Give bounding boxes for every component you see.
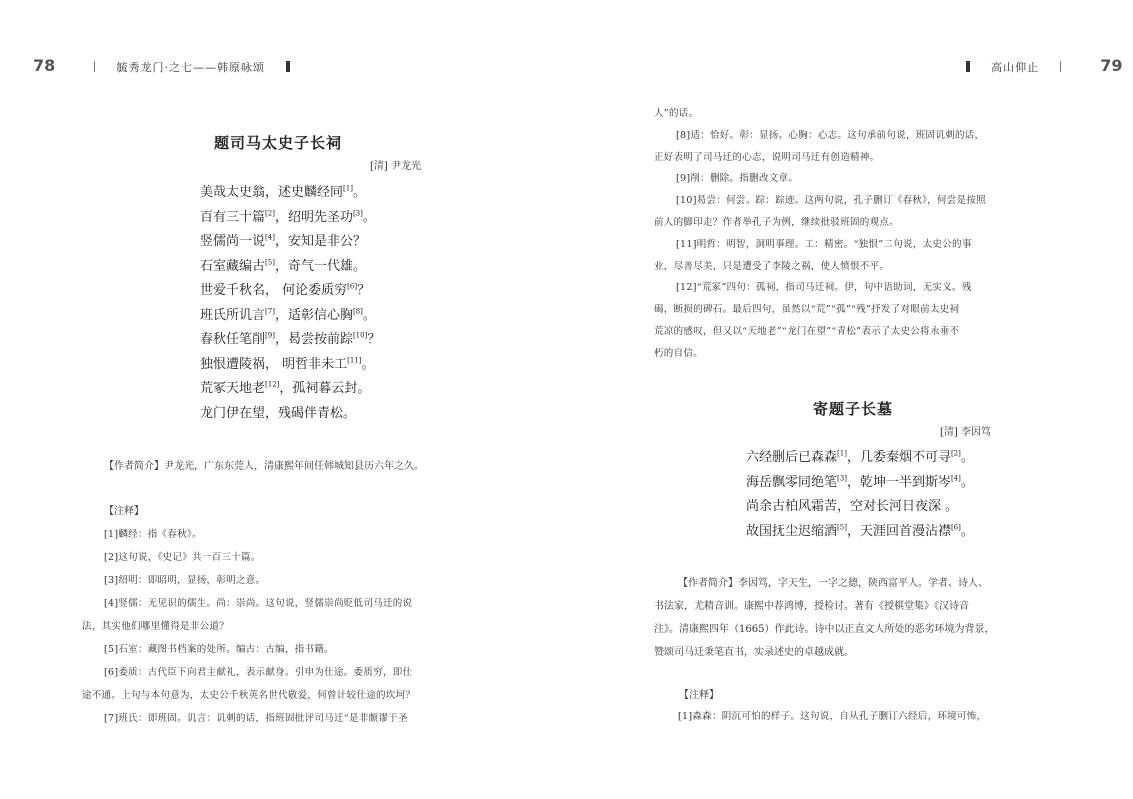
footnote-marker: [9] (265, 331, 275, 340)
header-divider (94, 61, 95, 72)
left-page-number: 78 (33, 56, 56, 75)
note-line: 途不通。上句与本句意为，太史公千秋英名世代敬爱，何曾计较仕途的坎坷？ (82, 690, 416, 701)
footnote-marker: [3] (837, 474, 847, 483)
footnote-marker: [7] (265, 307, 275, 316)
poem-text: 。 (361, 356, 375, 372)
footnote-marker: [2] (265, 209, 275, 218)
note-line: [1]麟经：指《春秋》。 (104, 529, 202, 540)
note-line: [9]削：删除。指删改文章。 (676, 173, 799, 185)
footnote-marker: [4] (950, 474, 961, 483)
poem-text: 世爱千秋名， 何论委质穷 (200, 283, 348, 298)
poem-text: 春秋任笔削 (200, 332, 266, 347)
poem-line (200, 255, 366, 274)
footnote-marker: [5] (265, 258, 275, 267)
poem-text: ，曷尝按前踪 (274, 332, 353, 347)
poem-text: ？ (357, 283, 371, 298)
note-line: [6]委质：古代臣下向君主献礼，表示献身。引申为仕途。委质穷，即仕 (104, 667, 413, 678)
poem-line (200, 353, 375, 372)
poem-text: ，绍明先圣功 (274, 209, 353, 225)
poem-title: 题司马太史子长祠 (214, 134, 343, 152)
poem-text: 。 (960, 450, 974, 465)
header-divider (1060, 61, 1061, 72)
poem-line (200, 402, 356, 421)
poem-line (200, 328, 380, 347)
note-line: [3]绍明：即昭明，显扬，彰明之意。 (104, 575, 266, 586)
bio-line: 赞颂司马迁秉笔直书，实录述史的卓越成就。 (654, 647, 854, 658)
left-header (33, 56, 290, 75)
footnote-marker: [12] (265, 380, 280, 389)
footnote-marker: [10] (352, 331, 368, 340)
poem-text: ，乾坤一半到斯岑 (846, 474, 951, 490)
poem-text: ，孤祠暮云封。 (279, 381, 371, 396)
left-page (0, 0, 566, 799)
bio-line: 【作者简介】李因笃，字天生，一字之德，陕西富平人。学者、诗人、 (678, 578, 988, 589)
poem-line (200, 206, 376, 225)
header-block-mark (966, 61, 970, 72)
footnote-marker: [6] (347, 282, 358, 291)
poem-text: 。 (960, 523, 974, 539)
poem-line (200, 377, 370, 396)
footnote-marker: [5] (837, 523, 847, 532)
bio-line: 书法家，尤精音训。康熙中荐鸿博，授检讨。著有《授棋堂集》《汉诗音 (654, 601, 969, 612)
right-header (966, 56, 1123, 75)
note-line: 荒凉的感叹，但又以“天地老”“龙门在望”“青松”表示了太史公将永垂不 (654, 326, 960, 337)
notes-heading: 【注释】 (679, 690, 719, 701)
note-line: [4]竖儒：无见识的儒生。尚：崇尚。这句说，竖儒崇尚贬低司马迁的说 (104, 598, 413, 609)
footnote-marker: [11] (347, 356, 362, 365)
poem-text: 荒冢天地老 (200, 381, 266, 396)
note-line: 朽的自信。 (654, 347, 704, 359)
note-line: 正好表明了司马迁的心志，说明司马迁有创造精神。 (654, 151, 880, 163)
poem-line (200, 279, 370, 298)
poem-text: 竖儒尚一说 (200, 234, 266, 249)
note-line: 人”的话。 (654, 108, 699, 119)
poem-text: 美哉太史翁，述史麟经同 (200, 185, 344, 200)
note-line: [12]“荒冢”四句：孤祠，指司马迁祠。伊，句中语助词，无实义。残 (676, 282, 972, 294)
footnote-marker: [1] (837, 449, 847, 458)
note-line: 前人的脚印走？作者举孔子为例，继续批驳班固的观点。 (654, 217, 900, 228)
note-line: 业，尽善尽美，只是遭受了李陵之祸，使人愤恨不平。 (654, 260, 890, 272)
note-line: [7]班氏：即班固。讥言：讥刺的话，指班固批评司马迁“是非颇谬于圣 (104, 713, 408, 724)
note-line: 法，其实他们哪里懂得是非公道？ (82, 621, 230, 632)
poem-text: ？ (367, 332, 381, 347)
poem-text: ，天涯回首漫沾襟 (846, 523, 951, 539)
note-line: [2]这句说，《史记》共一百三十篇。 (104, 552, 261, 563)
poem-line (746, 495, 958, 514)
note-line: [11]明哲：明智，洞明事理。工：精密。“独恨”二句说，太史公的事 (676, 238, 972, 250)
poem-text: ，奇气一代雄。 (274, 258, 366, 274)
poem-text: 六经删后已森森 (746, 450, 838, 465)
poem-author: [清] 尹龙光 (370, 161, 421, 172)
poem-text: 尚余古柏风霜苦，空对长河日夜深 。 (746, 499, 959, 514)
footnote-marker: [1] (343, 184, 353, 193)
poem-author: [清] 李因笃 (940, 427, 991, 438)
poem-text: 。 (362, 307, 376, 323)
bio-line: 注》。清康熙四年（1665）作此诗。诗中以正直文人所处的恶劣环境为背景， (654, 624, 995, 635)
poem-line (746, 471, 974, 490)
footnote-marker: [2] (950, 449, 961, 458)
right-page (566, 0, 1133, 799)
author-bio: 【作者简介】尹龙光，广东东莞人，清康熙年间任韩城知县历六年之久。 (104, 461, 424, 472)
note-line: [1]森森：阴沉可怕的样子。这句说，自从孔子删订六经后，环境可怖， (678, 711, 987, 722)
poem-line (200, 181, 366, 200)
left-running-title: 毓秀龙门·之七——韩原咏颂 (116, 61, 265, 74)
notes-heading: 【注释】 (104, 506, 144, 517)
poem-line (746, 520, 974, 539)
poem-text: 故国抚尘迟缩酒 (746, 523, 838, 539)
poem-title: 寄题子长墓 (813, 400, 894, 418)
poem-text: 独恨遭陵祸， 明哲非未工 (200, 356, 348, 372)
note-line: [8]适：恰好。彰：显扬。心胸：心志。这句承前句说，班固讥刺的话， (676, 129, 985, 141)
poem-text: 。 (362, 209, 376, 225)
footnote-marker: [6] (950, 523, 961, 532)
poem-text: 百有三十篇 (200, 209, 266, 225)
note-line: 碣，断损的碑石。最后四句，虽然以“荒”“孤”“残”抒发了对眼前太史祠 (654, 304, 960, 316)
poem-text: 石室藏编古 (200, 258, 266, 274)
poem-text: 。 (960, 474, 974, 490)
header-block-mark (286, 61, 290, 72)
right-page-number: 79 (1100, 56, 1123, 75)
poem-text: ，安知是非公？ (274, 234, 366, 249)
poem-text: 龙门伊在望，残碣伴青松。 (200, 405, 357, 421)
right-running-title: 高山仰止 (991, 61, 1040, 74)
footnote-marker: [8] (352, 307, 363, 316)
poem-line (746, 446, 974, 465)
note-line: [5]石室：藏图书档案的处所。编古：古编，指书籍。 (104, 644, 334, 655)
footnote-marker: [3] (352, 209, 363, 218)
poem-text: ，适彰信心胸 (274, 307, 353, 323)
poem-text: 海岳飘零同绝笔 (746, 474, 838, 490)
footnote-marker: [4] (265, 233, 275, 242)
note-line: [10]曷尝：何尝。踪：踪迹。这两句说，孔子删订《春秋》，何尝是按照 (676, 195, 986, 207)
poem-text: 班氏所讥言 (200, 307, 266, 323)
poem-line (200, 304, 376, 323)
poem-text: 。 (352, 185, 366, 200)
poem-line (200, 230, 366, 249)
poem-text: ，几委秦烟不可寻 (846, 450, 951, 465)
